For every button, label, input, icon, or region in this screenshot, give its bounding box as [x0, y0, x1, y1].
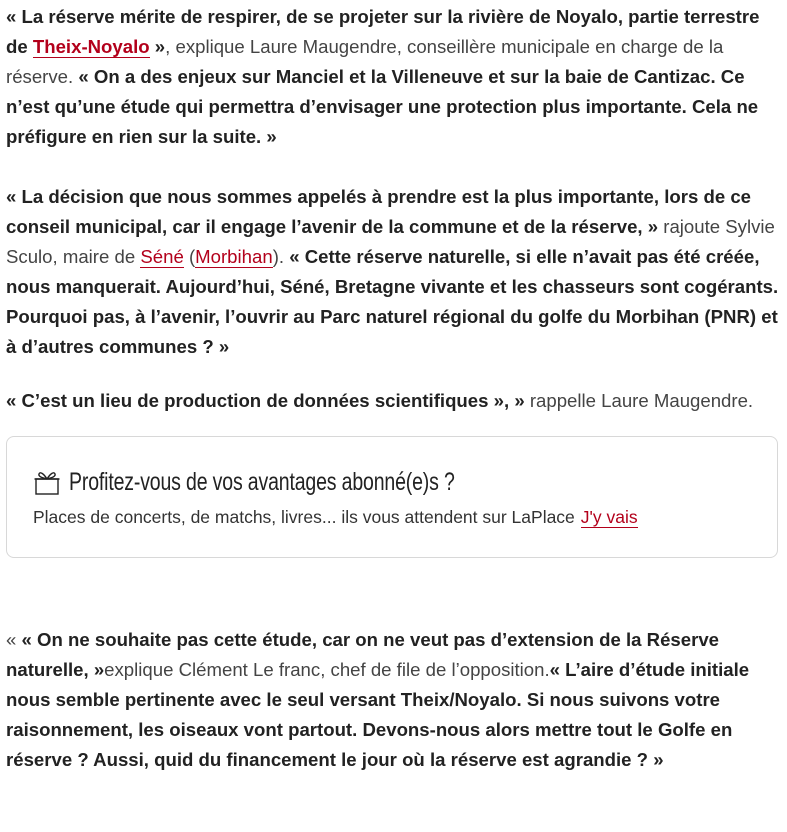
link-morbihan[interactable]: Morbihan	[195, 246, 273, 267]
link-sene[interactable]: Séné	[140, 246, 184, 267]
quote-text: « L’aire d’étude initiale nous semble pertinente avec le seul versant Theix/Noyalo. Si nous suivons votre raisonnement, les oiseaux vont partout. Devons-nous alors mettre tout le Golfe en réserve ? Aussi, quid du financement le jour où la réserve est agrandie ? »	[6, 659, 750, 770]
attribution-text: , explique Laure Maugendre, conseillère municipale en charge de la réserve.	[6, 36, 724, 87]
paren-open: (	[183, 246, 196, 267]
promo-header	[33, 465, 753, 499]
quote-text: « On a des enjeux sur Manciel et la Villeneuve et sur la baie de Cantizac. Ce n’est qu’une étude qui permettra d’envisager une protection plus importante. Cela ne préfigure en rien sur la suite. »	[6, 66, 759, 147]
attribution-text: explique Clément Le franc, chef de file de l’opposition.	[104, 659, 550, 680]
quote-text: « La réserve mérite de respirer, de se projeter sur la rivière de Noyalo, partie terrestre de	[6, 6, 760, 57]
quote-text: « La décision que nous sommes appelés à prendre est la plus importante, lors de ce conseil municipal, car il engage l’avenir de la commune et de la réserve, »	[6, 186, 752, 237]
gift-icon	[33, 468, 61, 496]
jy-vais-link[interactable]: J'y vais	[580, 507, 638, 527]
paragraph-1	[6, 0, 781, 152]
attribution-text: rappelle Laure Maugendre.	[524, 390, 754, 411]
promo-title: Profitez-vous de vos avantages abonné(e)s ?	[69, 467, 455, 496]
attribution-text: rajoute Sylvie Sculo, maire de	[6, 216, 775, 267]
paragraph-4	[6, 625, 781, 775]
paren-close: ).	[272, 246, 290, 267]
promo-text: Places de concerts, de matchs, livres... ils vous attendent sur LaPlace	[33, 507, 575, 527]
quote-close: »	[149, 36, 166, 57]
quote-text: « On ne souhaite pas cette étude, car on ne veut pas d’extension de la Réserve naturelle, »	[6, 629, 720, 680]
quote-open: «	[6, 629, 22, 650]
subscriber-promo-box	[6, 436, 778, 558]
paragraph-3	[6, 386, 781, 416]
promo-text-line	[33, 507, 753, 528]
quote-text: « Cette réserve naturelle, si elle n’avait pas été créée, nous manquerait. Aujourd’hui, Séné, Bretagne vivante et les chasseurs sont cogérants. Pourquoi pas, à l’avenir, l’ouvrir au Parc naturel régional du golfe du Morbihan (PNR) et à d’autres communes ? »	[6, 246, 779, 357]
paragraph-2	[6, 182, 781, 362]
quote-text: « C’est un lieu de production de données scientifiques », »	[6, 390, 525, 411]
link-theix-noyalo[interactable]: Theix-Noyalo	[32, 36, 150, 57]
